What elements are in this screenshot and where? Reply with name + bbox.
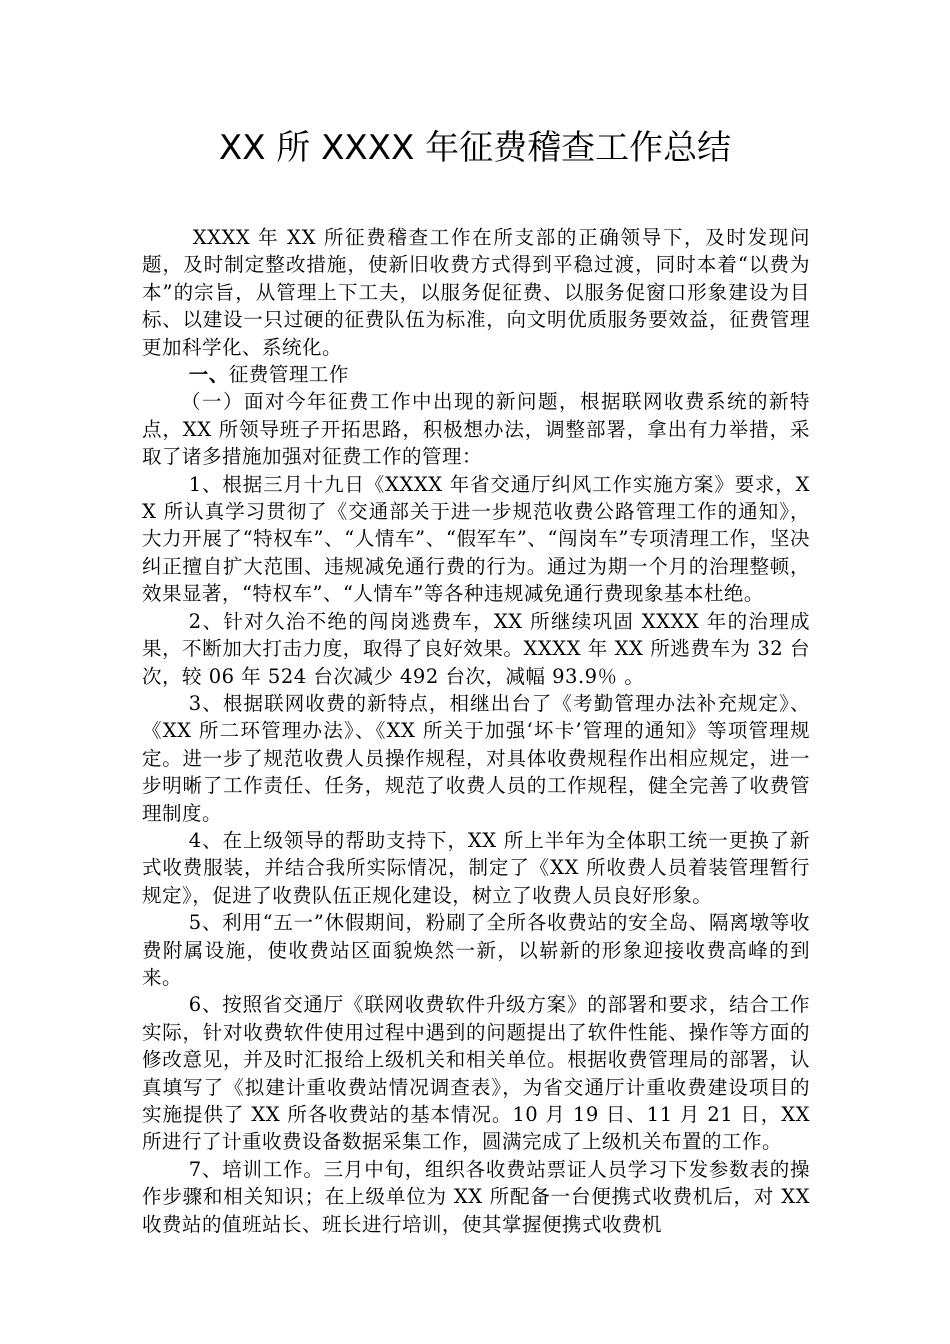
item-paragraph-1: 1、根据三月十九日《XXXX 年省交通厅纠风工作实施方案》要求，XX 所认真学习贯彻了《交通部关于进一步规范收费公路管理工作的通知》，大力开展了“特权车”、“人情车”、“假军车”、“闯岗车”专项清理工作，坚决纠正擅自扩大范围、违规减免通行费的行为。通过为期一个月的治理整顿，效果显著，“特权车”、“人情车”等各种违规减免通行费现象基本杜绝。: [142, 472, 810, 606]
section-heading-1: [142, 361, 810, 388]
item-paragraph-5: 5、利用“五一”休假期间，粉刷了全所各收费站的安全岛、隔离墩等收费附属设施，使收费站区面貌焕然一新，以崭新的形象迎接收费高峰的到来。: [142, 911, 810, 989]
intro-paragraph: XXXX 年 XX 所征费稽查工作在所支部的正确领导下，及时发现问题，及时制定整改措施，使新旧收费方式得到平稳过渡，同时本着“以费为本”的宗旨，从管理上下工夫，以服务促征费、以服务促窗口形象建设为目标、以建设一只过硬的征费队伍为标准，向文明优质服务要效益，征费管理更加科学化、系统化。: [142, 226, 810, 359]
item-paragraph-4: 4、在上级领导的帮助支持下，XX 所上半年为全体职工统一更换了新式收费服装，并结合我所实际情况，制定了《XX 所收费人员着装管理暂行规定》，促进了收费队伍正规化建设，树立了收费人员良好形象。: [142, 828, 810, 907]
item-paragraph-7: 7、培训工作。三月中旬，组织各收费站票证人员学习下发参数表的操作步骤和相关知识；在上级单位为 XX 所配备一台便携式收费机后，对 XX 收费站的值班站长、班长进行培训，使其掌握便携式收费机: [142, 1157, 810, 1236]
item-paragraph-3: 3、根据联网收费的新特点，相继出台了《考勤管理办法补充规定》、《XX 所二环管理办法》、《XX 所关于加强‘坏卡’管理的通知》等项管理规定。进一步了规范收费人员操作规程，对具体收费规程作出相应规定，进一步明晰了工作责任、任务，规范了收费人员的工作规程，健全完善了收费管理制度。: [142, 691, 810, 825]
subsection-paragraph-1: （一）面对今年征费工作中出现的新问题，根据联网收费系统的新特点，XX 所领导班子开拓思路，积极想办法，调整部署，拿出有力举措，采取了诸多措施加强对征费工作的管理：: [142, 390, 810, 469]
item-paragraph-6: 6、按照省交通厅《联网收费软件升级方案》的部署和要求，结合工作实际，针对收费软件使用过程中遇到的问题提出了软件性能、操作等方面的修改意见，并及时汇报给上级机关和相关单位。根据收费管理局的部署，认真填写了《拟建计重收费站情况调查表》，为省交通厅计重收费建设项目的实施提供了 XX 所各收费站的基本情况。10 月 19 日、11 月 21 日，XX 所进行了计重收费设备数据采集工作，圆满完成了上级机关布置的工作。: [142, 993, 810, 1154]
document-body: [142, 224, 810, 1238]
section-number: 一、: [188, 363, 229, 387]
item-paragraph-2: 2、针对久治不绝的闯岗逃费车，XX 所继续巩固 XXXX 年的治理成果，不断加大打击力度，取得了良好效果。XXXX 年 XX 所逃费车为 32 台次，较 06 年 524 台次减少 492 台次，减幅 93.9％ 。: [142, 609, 810, 688]
document-title: XX 所 XXXX 年征费稽查工作总结: [218, 128, 732, 168]
section-title: 征费管理工作: [228, 363, 349, 387]
